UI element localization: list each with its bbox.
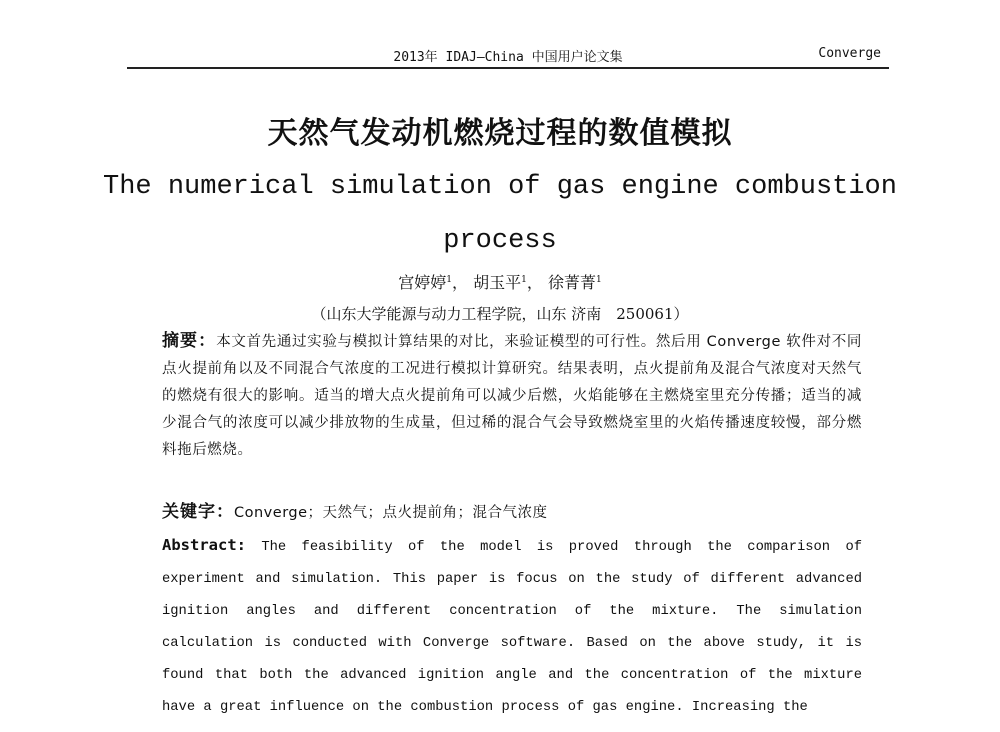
author-list (0, 270, 1000, 293)
abstract-english-label: Abstract: (162, 536, 246, 554)
header-section-label: Converge (818, 46, 881, 61)
paper-title-english: The numerical simulation of gas engine combustion process (103, 172, 897, 256)
paper-title-chinese: 天然气发动机燃烧过程的数值模拟 (267, 116, 733, 151)
author-affiliation-mark: 1 (596, 275, 602, 285)
abstract-chinese-text: 本文首先通过实验与模拟计算结果的对比，来验证模型的可行性。然后用 Converge 软件对不同点火提前角以及不同混合气浓度的工况进行模拟计算研究。结果表明，点火提前角及混合气浓度对天然气的燃烧有很大的影响。适当的增大点火提前角可以减少后燃，火焰能够在主燃烧室里充分传播；适当的减少混合气的浓度可以减少排放物的生成量，但过稀的混合气会导致燃烧室里的火焰传播速度较慢，部分燃料拖后燃烧。 (162, 334, 862, 458)
author-affiliation-mark: 1 (446, 275, 453, 285)
abstract-english (162, 529, 862, 724)
author-separator: ， (452, 273, 469, 292)
author-name: 宫婷婷 (398, 273, 447, 292)
author-affiliation-mark: 1 (521, 275, 527, 285)
keywords-chinese (162, 499, 862, 526)
header-proceedings-title: 2013年 IDAJ—China 中国用户论文集 (393, 50, 623, 65)
author-separator: ， (526, 273, 543, 292)
header-rule (127, 67, 889, 69)
author-affiliation: （山东大学能源与动力工程学院，山东 济南 250061） (311, 305, 689, 323)
abstract-chinese-label: 摘要： (162, 331, 217, 351)
keywords-text: Converge；天然气；点火提前角；混合气浓度 (234, 505, 548, 521)
abstract-english-text: The feasibility of the model is proved through the comparison of experiment and simulation. This paper is focus on the study of different advanced ignition angles and different concentration of the mixture. The simulation calculation is conducted with Converge software. Based on the above study, it is found that both the advanced ignition angle and the concentration of the mixture have a great influence on the combustion process of gas engine. Increasing the (162, 540, 862, 715)
keywords-label: 关键字： (162, 502, 234, 522)
author-name: 胡玉平 (473, 273, 522, 292)
abstract-chinese (162, 328, 862, 464)
running-header (127, 44, 889, 66)
author-name: 徐菁菁 (547, 273, 596, 292)
